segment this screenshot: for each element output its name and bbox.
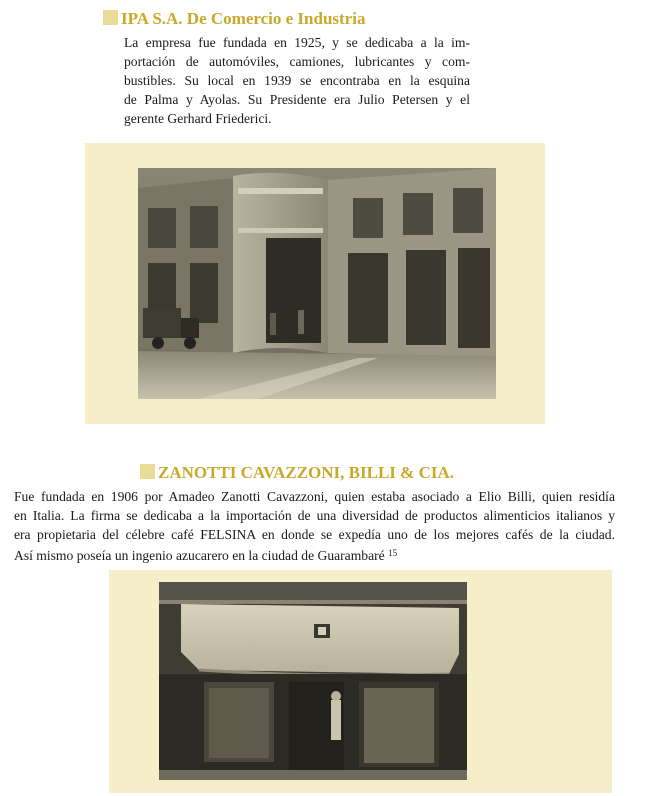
paragraph-line: bustibles. Su local en 1939 se encontraba en la esquina — [124, 73, 470, 88]
heading-square-icon — [140, 464, 155, 479]
zanotti-paragraph — [14, 487, 615, 565]
heading-text: ZANOTTI CAVAZZONI, BILLI & CIA. — [158, 463, 455, 482]
paragraph-text: Así mismo poseía un ingenio azucarero en la ciudad de Guarambaré — [14, 548, 385, 563]
paragraph-line: portación de automóviles, camiones, lubricantes y com- — [124, 54, 470, 69]
ipa-paragraph — [124, 33, 470, 128]
ipa-building-image — [138, 168, 496, 399]
ipa-building-photo — [138, 168, 496, 399]
heading-text: IPA S.A. De Comercio e Industria — [121, 9, 366, 28]
paragraph-line: La empresa fue fundada en 1925, y se dedicaba a la im- — [124, 35, 470, 50]
paragraph-line: de Palma y Ayolas. Su Presidente era Julio Petersen y el — [124, 92, 470, 107]
paragraph-line — [14, 544, 615, 565]
paragraph-line: Fue fundada en 1906 por Amadeo Zanotti Cavazzoni, quien estaba asociado a Elio Billi, quien residía — [14, 489, 615, 504]
zanotti-storefront-photo — [159, 582, 467, 780]
section-heading-zanotti — [140, 463, 454, 483]
section-heading-ipa — [103, 9, 365, 29]
paragraph-line: en Italia. La firma se dedicaba a la importación de una diversidad de productos alimenticios italianos y — [14, 508, 615, 523]
paragraph-line: gerente Gerhard Friederici. — [124, 111, 272, 126]
footnote-marker: 15 — [388, 548, 398, 558]
heading-square-icon — [103, 10, 118, 25]
zanotti-storefront-image — [159, 582, 467, 780]
paragraph-line: era propietaria del célebre café FELSINA en donde se expedía uno de los mejores cafés de la ciudad. — [14, 527, 615, 542]
